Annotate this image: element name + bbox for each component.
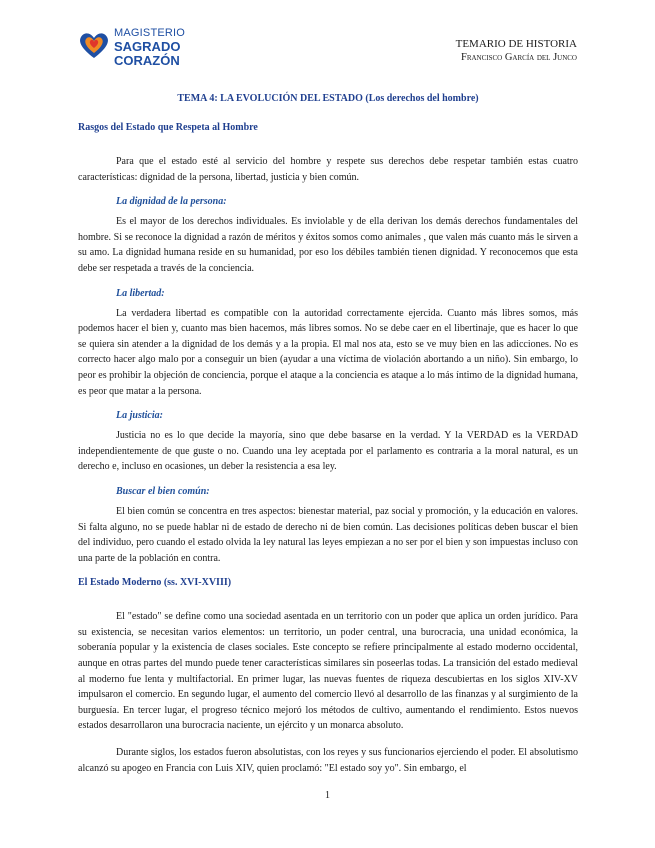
- paragraph: Durante siglos, los estados fueron absolutistas, con los reyes y sus funcionarios ejerciendo el poder. El absolutismo alcanzó su apogeo en Francia con Luis XIV, quien proclamó: "El estado soy yo". Sin embargo, el: [78, 747, 578, 774]
- paragraph: La verdadera libertad es compatible con la autoridad correctamente ejercida. Cuanto más libres somos, más podemos hacer el bien y, cuanto mas bien hacemos, más libres somos. No se debe caer en el libertinaje, que es hacer lo que se quiera sin atender a la dignidad de los demás y a la propia. El mal nos ata, esto se ve muy bien en las adicciones. No es correcto hacer algo malo por a conseguir un bien (ayudar a una víctima de violación abortando a un niño). Sin embargo, lo peor es prohibir la objeción de conciencia, porque el ataque a la conciencia es ataque a lo más íntimo de la dignidad humana, es peor que matar a la persona.: [78, 307, 578, 397]
- subsection-heading: Buscar el bien común:: [116, 485, 210, 497]
- page-header: [456, 38, 577, 64]
- header-author: Francisco García del Junco: [460, 52, 577, 63]
- page-number: 1: [325, 790, 330, 801]
- paragraph: El bien común se concentra en tres aspectos: bienestar material, paz social y promoción, y la educación en valores. Si falta alguno, no se puede hablar ni de estado de derecho ni de bien común. Las decisiones políticas deben buscar el bien del individuo, pero cuando el estado olvida la ley natural las leyes empiezan a no ser por el bien y son impuestas incluso con una parte de la población en contra.: [78, 505, 578, 564]
- heart-logo-icon: [78, 30, 110, 60]
- subsection-heading: La justicia:: [116, 410, 163, 422]
- logo-line-3: CORAZÓN: [114, 53, 180, 68]
- paragraph: El "estado" se define como una sociedad asentada en un territorio con un poder que aplica un orden jurídico. Para su existencia, se necesitan varios elementos: un territorio, un poder central, una burocracia, una unidad económica, la soberanía popular y la existencia de clases sociales. Este concepto se refiere principalmente al estado moderno occidental, aunque en otras partes del mundo puede tener características similares sin poseerlas todas. La transición del estado medieval al moderno fue lenta y multifactorial. En primer lugar, las nuevas fuentes de riqueza descubiertas en los siglos XIV-XV impulsaron el comercio. En segundo lugar, el aumento del comercio llevó al desarrollo de las finanzas y al surgimiento de la burguesía. En tercer lugar, el progreso técnico mejoró los métodos de cultivo, aumentando el rendimiento. Estos nuevos estados desarrollaron una burocracia naciente, un ejército y un monarca absoluto.: [78, 611, 578, 732]
- paragraph: Es el mayor de los derechos individuales. Es inviolable y de ella derivan los demás derechos fundamentales del hombre. Si se reconoce la dignidad a razón de méritos y éxitos somos como animales , que valen más cuanto más le sirven a su amo. La dignidad humana reside en su humanidad, por eso los débiles también tienen dignidad. Y reconocemos que esta debe ser respetada a través de la conciencia.: [78, 216, 578, 274]
- logo-line-1: MAGISTERIO: [114, 27, 186, 39]
- header-title: TEMARIO DE HISTORIA: [455, 38, 577, 50]
- paragraph: Para que el estado esté al servicio del hombre y respete sus derechos debe respetar también estas cuatro características: dignidad de la persona, libertad, justicia y bien común.: [78, 156, 578, 183]
- paragraph: Justicia no es lo que decide la mayoría, sino que debe basarse en la verdad. Y la VERDAD es la VERDAD independientemente de que guste o no. Cuando una ley aceptada por el parlamento es contraria a la moral natural, es un derecho e, incluso en ocasiones, un deber la resistencia a esa ley.: [78, 430, 578, 473]
- section-heading: El Estado Moderno (ss. XVI-XVIII): [78, 577, 232, 589]
- document-title: TEMA 4: LA EVOLUCIÓN DEL ESTADO (Los derechos del hombre): [177, 93, 479, 104]
- document-body: [78, 93, 578, 787]
- school-logo: [78, 28, 208, 72]
- subsection-heading: La libertad:: [116, 287, 165, 299]
- logo-line-2: SAGRADO: [114, 39, 181, 54]
- section-heading: Rasgos del Estado que Respeta al Hombre: [78, 122, 258, 133]
- subsection-heading: La dignidad de la persona:: [116, 196, 227, 208]
